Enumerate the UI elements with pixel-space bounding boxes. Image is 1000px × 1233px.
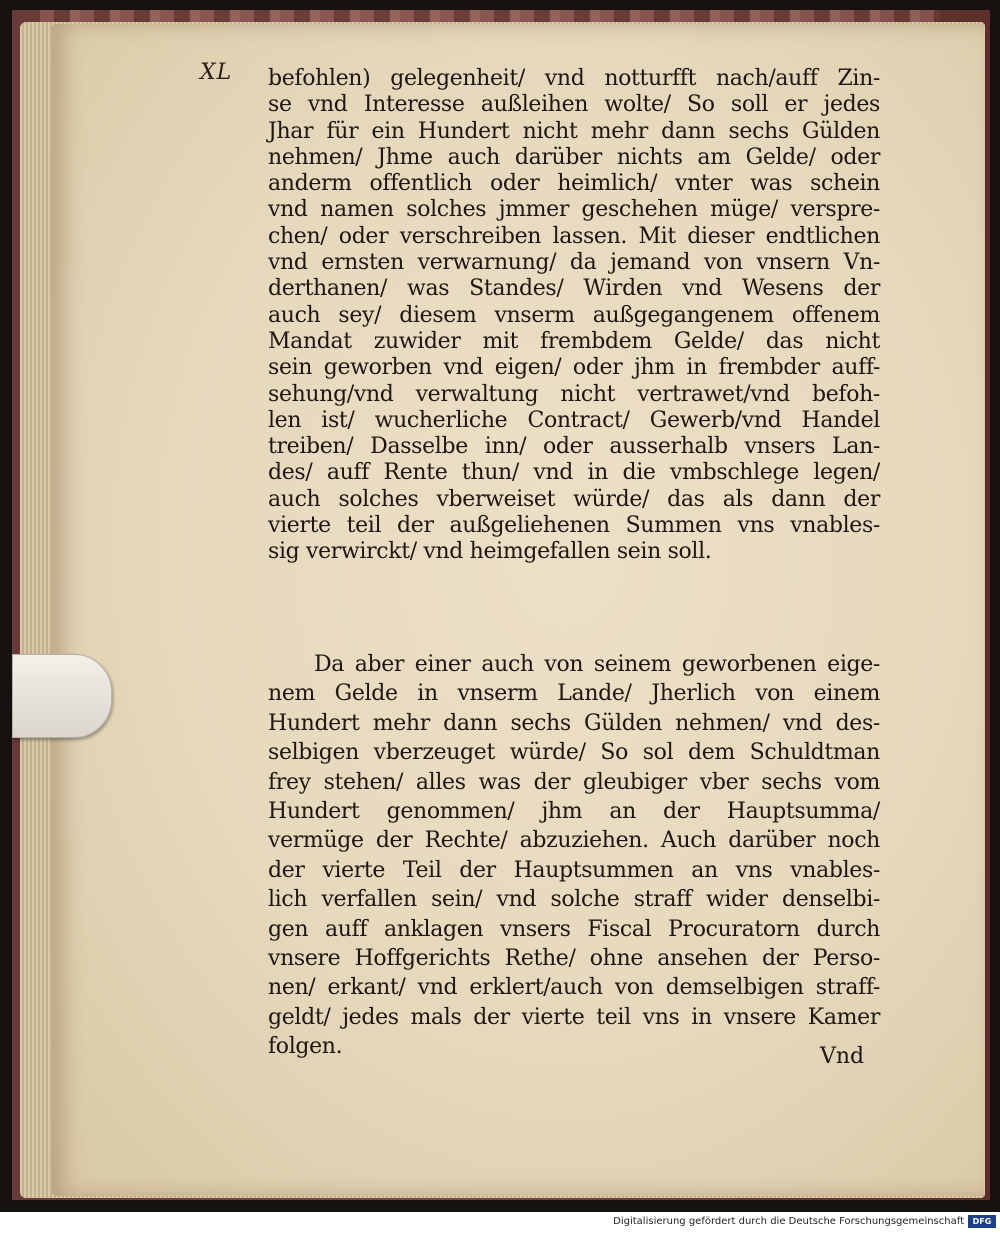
text-line: vierte teil der außgeliehenen Summen vns vnables- — [268, 513, 880, 539]
catchword: Vnd — [820, 1044, 865, 1069]
text-line: derthanen/ was Standes/ Wirden vnd Wesens der — [268, 276, 880, 302]
funding-credit: Digitalisierung gefördert durch die Deutsche Forschungsgemeinschaft — [613, 1216, 964, 1227]
text-line: anderm offentlich oder heimlich/ vnter was schein — [268, 171, 880, 197]
text-line: Hundert genommen/ jhm an der Hauptsumma/ — [268, 798, 880, 824]
text-line: des/ auff Rente thun/ vnd in die vmbschlege legen/ — [268, 460, 880, 486]
text-line: auch solches vberweiset würde/ das als dann der — [268, 486, 880, 512]
text-line: Hundert mehr dann sechs Gülden nehmen/ vnd des- — [268, 710, 880, 736]
paragraph-1 — [268, 66, 880, 566]
text-line: vnsere Hoffgerichts Rethe/ ohne ansehen der Perso- — [268, 945, 880, 971]
text-line: len ist/ wucherliche Contract/ Gewerb/vnd Handel — [268, 407, 880, 433]
paragraph-2 — [268, 650, 880, 1061]
text-line: Da aber einer auch von seinem geworbenen eige- — [314, 652, 880, 677]
scan-clip-tab — [12, 654, 112, 738]
footer-bar — [0, 1212, 1000, 1233]
text-line: befohlen) gelegenheit/ vnd notturfft nach/auff Zin- — [268, 66, 880, 91]
text-line: selbigen vberzeuget würde/ So sol dem Schuldtman — [268, 740, 880, 766]
text-line: Jhar für ein Hundert nicht mehr dann sechs Gülden — [268, 118, 880, 144]
text-line: vnd ernsten verwarnung/ da jemand von vnsern Vn- — [268, 250, 880, 276]
text-line: treiben/ Dasselbe inn/ oder ausserhalb vnsers Lan- — [268, 434, 880, 460]
text-line: nehmen/ Jhme auch darüber nichts am Gelde/ oder — [268, 144, 880, 170]
dfg-logo: DFG — [968, 1215, 996, 1228]
text-line: folgen. — [268, 1034, 343, 1060]
text-line: sein geworben vnd eigen/ oder jhm in frembder auff- — [268, 355, 880, 381]
text-line: vermüge der Rechte/ abzuziehen. Auch darüber noch — [268, 828, 880, 854]
text-line: gen auff anklagen vnsers Fiscal Procuratorn durch — [268, 916, 880, 942]
text-line: der vierte Teil der Hauptsummen an vns vnables- — [268, 857, 880, 883]
text-line: se vnd Interesse außleihen wolte/ So soll er jedes — [268, 92, 880, 118]
text-line: nem Gelde in vnserm Lande/ Jherlich von einem — [268, 681, 880, 707]
text-line: geldt/ jedes mals der vierte teil vns in vnsere Kamer — [268, 1004, 880, 1030]
folio-number: XL — [200, 60, 233, 85]
text-line: nen/ erkant/ vnd erklert/auch von demselbigen straff- — [268, 975, 880, 1001]
text-line: frey stehen/ alles was der gleubiger vber sechs vom — [268, 769, 880, 795]
text-line: vnd namen solches jmmer geschehen müge/ verspre- — [268, 197, 880, 223]
text-line: Mandat zuwider mit frembdem Gelde/ das nicht — [268, 328, 880, 354]
text-line: lich verfallen sein/ vnd solche straff wider denselbi- — [268, 887, 880, 913]
text-line: auch sey/ diesem vnserm außgegangenem offenem — [268, 302, 880, 328]
text-line: sig verwirckt/ vnd heimgefallen sein soll. — [268, 539, 712, 565]
text-line: chen/ oder verschreiben lassen. Mit dieser endtlichen — [268, 223, 880, 249]
text-line: sehung/vnd verwaltung nicht vertrawet/vnd befoh- — [268, 381, 880, 407]
